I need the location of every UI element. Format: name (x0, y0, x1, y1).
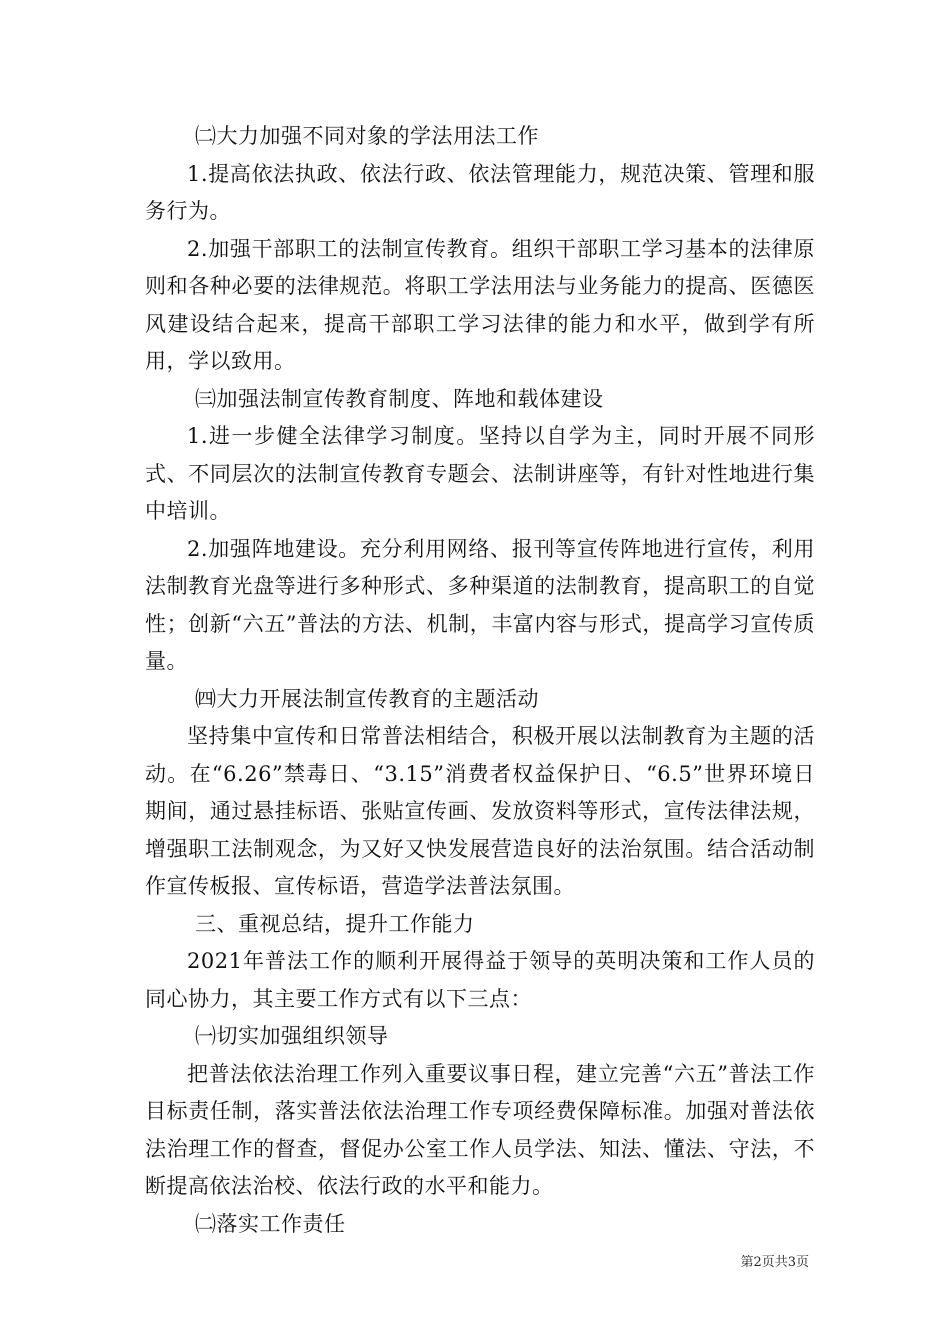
paragraph: 2021年普法工作的顺利开展得益于领导的英明决策和工作人员的同心协力，其主要工作方式有以下三点： (145, 949, 815, 1011)
section-heading-2b: ㈡落实工作责任 (195, 1211, 346, 1236)
paragraph: 坚持集中宣传和日常普法相结合，积极开展以法制教育为主题的活动。在“6.26”禁毒日、“3.15”消费者权益保护日、“6.5”世界环境日期间，通过悬挂标语、张贴宣传画、发放资料等形式，宣传法律法规，增强职工法制观念，为又好又快发展营造良好的法治氛围。结合活动制作宣传板报、宣传标语，营造学法普法氛围。 (145, 724, 815, 898)
paragraph: 2.加强阵地建设。充分利用网络、报刊等宣传阵地进行宣传，利用法制教育光盘等进行多种形式、多种渠道的法制教育，提高职工的自觉性；创新“六五”普法的方法、机制，丰富内容与形式，提高学习宣传质量。 (145, 536, 815, 673)
paragraph: 2.加强干部职工的法制宣传教育。组织干部职工学习基本的法律原则和各种必要的法律规范。将职工学法用法与业务能力的提高、医德医风建设结合起来，提高干部职工学习法律的能力和水平，做到学有所用，学以致用。 (145, 236, 815, 373)
paragraph: 1.进一步健全法律学习制度。坚持以自学为主，同时开展不同形式、不同层次的法制宣传教育专题会、法制讲座等，有针对性地进行集中培训。 (145, 424, 815, 523)
section-heading-3: ㈢加强法制宣传教育制度、阵地和载体建设 (195, 386, 604, 411)
paragraph: 把普法依法治理工作列入重要议事日程，建立完善“六五”普法工作目标责任制，落实普法依法治理工作专项经费保障标准。加强对普法依法治理工作的督查，督促办公室工作人员学法、知法、懂法、守法，不断提高依法治校、依法行政的水平和能力。 (145, 1061, 815, 1198)
section-heading-1: ㈠切实加强组织领导 (195, 1024, 389, 1048)
page-number: 第2页共3页 (740, 1255, 809, 1270)
chapter-heading-3: 三、重视总结，提升工作能力 (195, 911, 475, 936)
section-heading-2: ㈡大力加强不同对象的学法用法工作 (195, 124, 539, 148)
document-body (145, 118, 815, 1243)
section-heading-4: ㈣大力开展法制宣传教育的主题活动 (195, 686, 539, 711)
paragraph: 1.提高依法执政、依法行政、依法管理能力，规范决策、管理和服务行为。 (145, 161, 815, 223)
